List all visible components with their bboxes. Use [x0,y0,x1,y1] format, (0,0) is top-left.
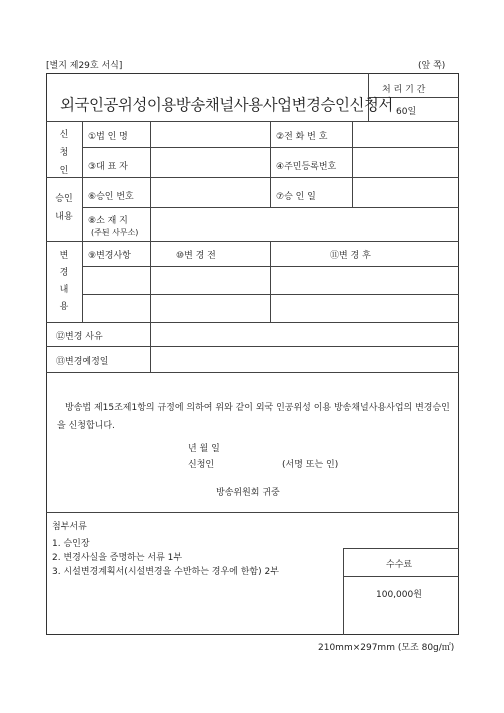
applicant-sign-label: 신청인 [188,460,215,470]
resident-number-label: ④주민등록번호 [276,162,337,172]
attachment-item: 3. 시설변경계획서(시설변경을 수반하는 경우에 한함) 2부 [52,567,279,577]
page-side: (앞 쪽) [418,61,446,71]
change-item-label: ⑨변경사항 [88,251,131,261]
processing-period-value: 60일 [396,107,417,117]
planned-date-label: ⑬변경예정일 [56,357,109,367]
recipient: 방송위원회 귀중 [216,488,280,498]
location-field[interactable] [152,214,458,236]
attachment-item: 2. 변경사실을 증명하는 서류 1부 [52,553,183,563]
phone-field[interactable] [354,124,458,146]
after-change-label: ⑪변 경 후 [330,251,371,261]
statement-text: 방송법 제15조제1항의 규정에 의하여 위와 같이 외국 인공위성 이용 방송채널사용사업의 변경승인을 신청합니다. [57,403,450,431]
applicant-section-label: 신 청 인 [59,130,69,176]
approval-date-field[interactable] [354,182,458,204]
change-reason-field[interactable] [152,326,458,346]
resident-number-field[interactable] [354,152,458,174]
form-number: [별지 제29호 서식] [46,61,123,71]
approval-date-label: ⑦승 인 일 [276,192,316,202]
signature-note: (서명 또는 인) [282,460,339,470]
before-change-label: ⑩변 경 전 [176,251,216,261]
fee-label: 수수료 [386,560,413,570]
location-note: (주된 사무소) [91,228,139,237]
processing-period-label: 처 리 기 간 [382,85,426,95]
approval-section-label: 승인 내용 [55,194,73,222]
change-section-label: 변 경 내 용 [59,251,69,312]
paper-spec: 210mm×297mm (모조 80g/㎡) [318,643,455,653]
representative-field[interactable] [152,152,270,174]
attachments-heading: 첨부서류 [52,522,87,532]
representative-label: ③대 표 자 [88,162,128,172]
fee-value: 100,000원 [376,590,422,600]
phone-label: ②전 화 번 호 [276,132,328,142]
corp-name-label: ①법 인 명 [88,132,128,142]
approval-number-field[interactable] [152,182,270,204]
change-reason-label: ⑫변경 사유 [56,332,103,342]
planned-date-field[interactable] [152,350,458,370]
date-line: 년 월 일 [188,444,220,454]
attachment-item: 1. 승인장 [52,539,90,549]
location-label: ⑧소 재 지 [88,216,128,226]
approval-number-label: ⑥승인 번호 [88,192,134,202]
corp-name-field[interactable] [152,124,270,146]
form-title: 외국인공위성이용방송채널사용사업변경승인신청서 [60,96,393,114]
